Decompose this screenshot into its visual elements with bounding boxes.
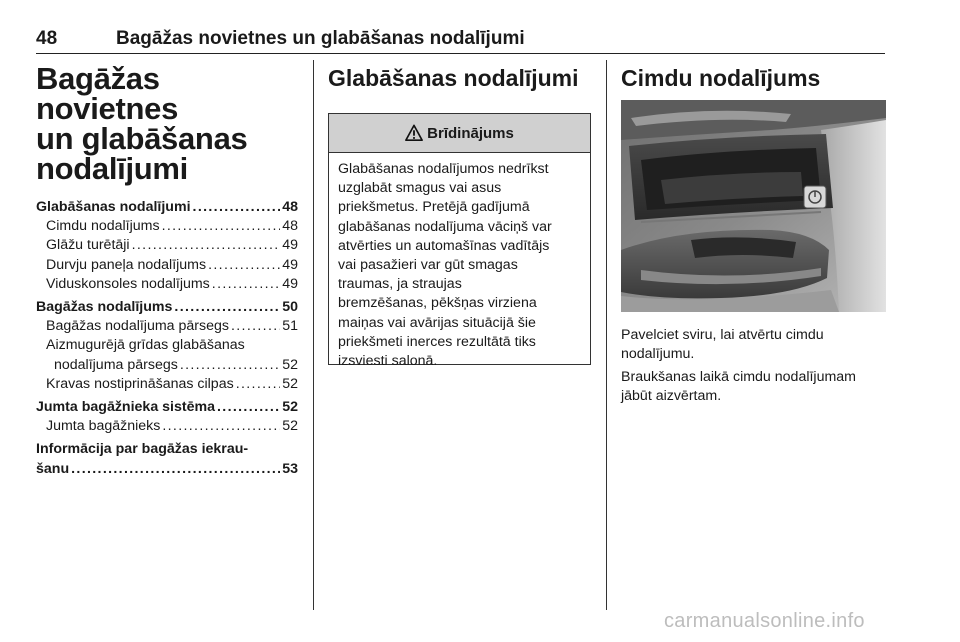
toc-entry[interactable]: Durvju paneļa nodalījums . . . 49 bbox=[36, 256, 298, 275]
page-number: 48 bbox=[36, 28, 58, 49]
page-header bbox=[36, 28, 885, 54]
toc-entry[interactable]: Glabāšanas nodalījumi . . . 48 bbox=[36, 198, 298, 217]
running-title: Bagāžas novietnes un glabāšanas nodalījumi bbox=[116, 28, 525, 49]
toc-entry[interactable]: Glāžu turētāji . . . 49 bbox=[36, 236, 298, 255]
warning-box bbox=[328, 113, 591, 370]
toc-entry[interactable]: Kravas nostiprināšanas cilpas . . . 52 bbox=[36, 375, 298, 394]
toc-entry[interactable]: Bagāžas nodalījums . . . 50 bbox=[36, 298, 298, 317]
toc-entry[interactable]: Jumta bagāžnieks . . . 52 bbox=[36, 417, 298, 436]
column-divider bbox=[606, 60, 607, 610]
warning-text: Glabāšanas nodalījumos nedrīkst uzglabāt smagus vai asus priekšmetus. Pretējā gadījumā glabāšanas nodalījuma vāciņš var atvērties un automašīnas vadītājs vai pasažieri var gūt smagas traumas, ja straujas bremzēšanas, pēkšņas virziena maiņas vai avārijas situācijā šie priekšmeti inerces rezultātā tiks izsviesti salonā. bbox=[338, 161, 552, 370]
chapter-title: Bagāžas novietnes un glabāšanas nodalījumi bbox=[36, 61, 248, 186]
toc-entry[interactable]: Aizmugurējā grīdas glabāšanas nodalījuma pārsegs . . . 52 bbox=[36, 336, 298, 374]
warning-header bbox=[329, 114, 590, 153]
paragraph-open-glovebox: Pavelciet sviru, lai atvērtu cimdu nodalījumu. bbox=[621, 327, 824, 362]
watermark: carmanualsonline.info bbox=[664, 610, 865, 632]
toc-entry[interactable]: Bagāžas nodalījuma pārsegs . . . 51 bbox=[36, 317, 298, 336]
paragraph-keep-closed: Braukšanas laikā cimdu nodalījumam jābūt aizvērtam. bbox=[621, 369, 856, 404]
toc-entry[interactable]: Viduskonsoles nodalījums . . . 49 bbox=[36, 275, 298, 294]
table-of-contents bbox=[36, 198, 298, 479]
column-divider bbox=[313, 60, 314, 610]
subsection-title: Cimdu nodalījums bbox=[621, 65, 821, 91]
toc-entry[interactable]: Jumta bagāžnieka sistēma . . . 52 bbox=[36, 398, 298, 417]
toc-entry[interactable]: Informācija par bagāžas iekrau- šanu . . . 53 bbox=[36, 440, 298, 478]
glovebox-photo bbox=[621, 100, 886, 312]
warning-title: Brīdinājums bbox=[427, 124, 514, 142]
section-title: Glabāšanas nodalījumi bbox=[328, 65, 579, 91]
toc-entry[interactable]: Cimdu nodalījums . . . 48 bbox=[36, 217, 298, 236]
glovebox-illustration bbox=[621, 100, 886, 312]
warning-triangle-icon bbox=[405, 124, 423, 142]
